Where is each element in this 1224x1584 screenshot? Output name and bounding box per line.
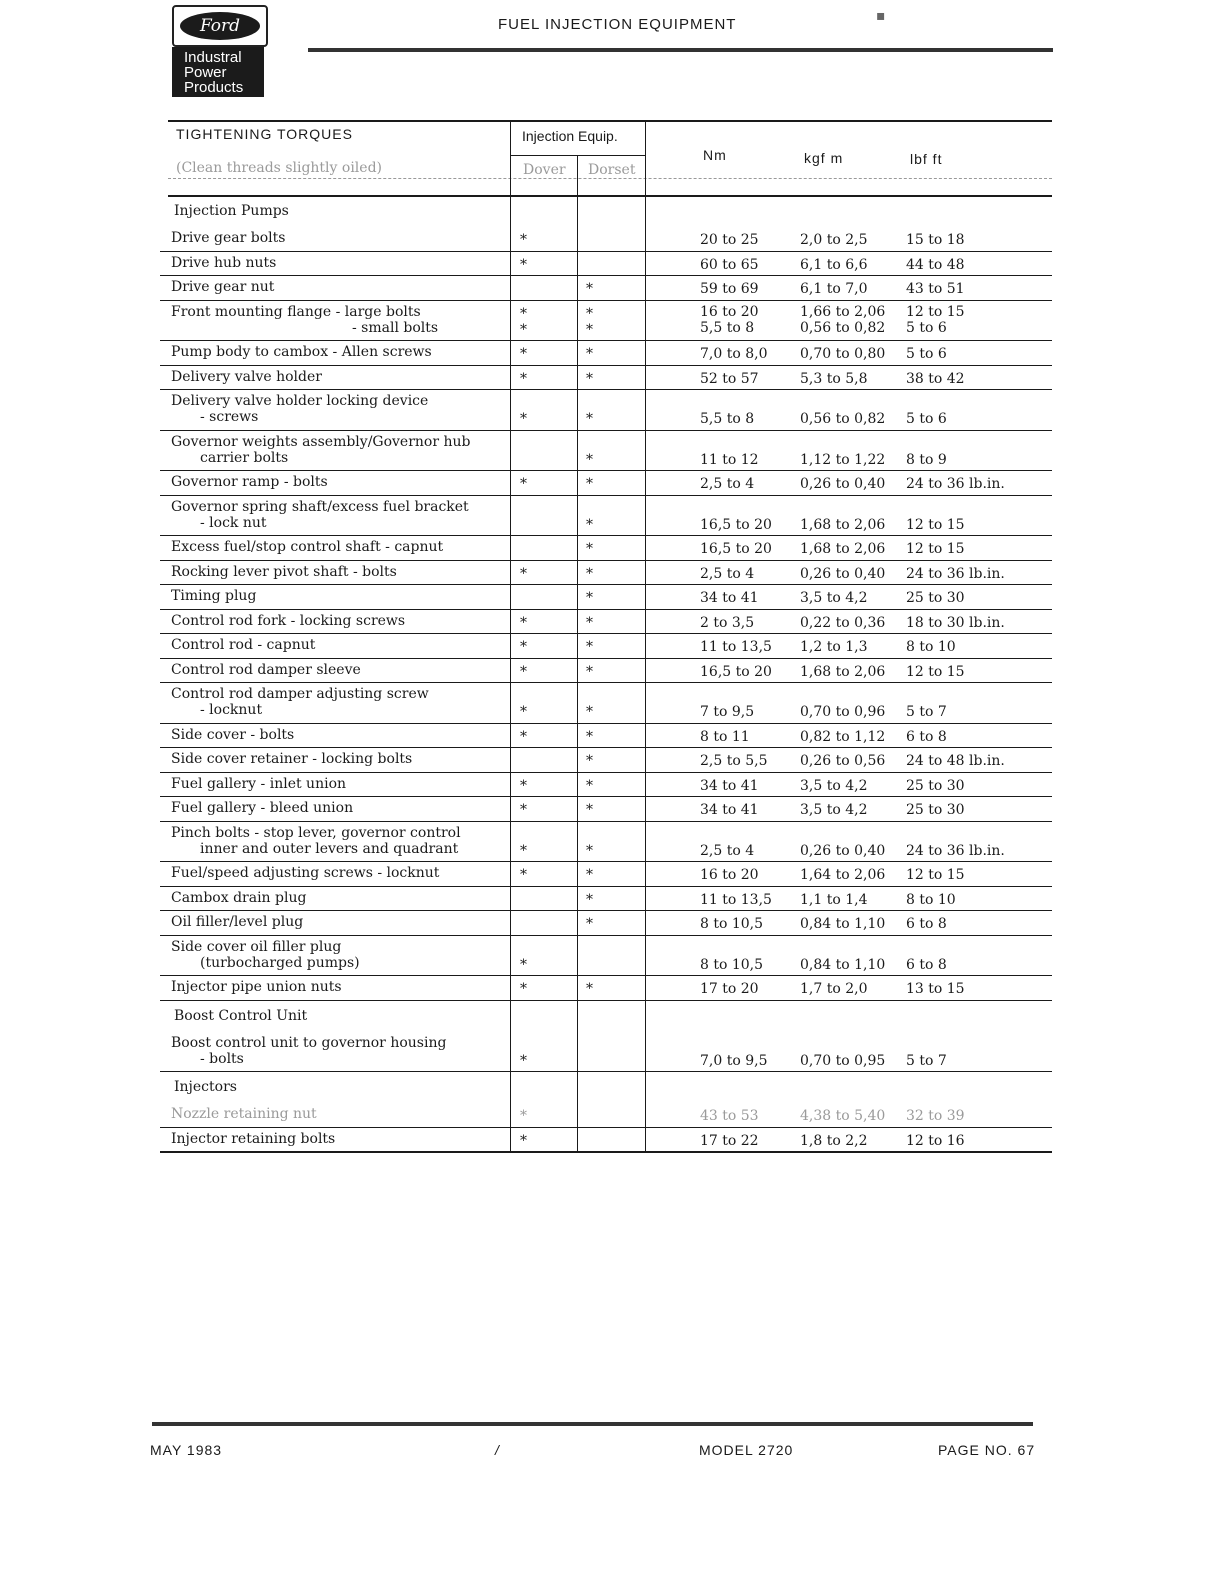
row-11-lbf: 12 to 15 <box>906 541 965 557</box>
row-31-lbf: 32 to 39 <box>906 1108 965 1124</box>
row-29-nm: 7,0 to 9,5 <box>700 1052 768 1069</box>
row-15-dorset-mark: * <box>586 639 593 655</box>
row-4-kgf-0: 1,66 to 2,06 <box>800 303 886 320</box>
row-4-dorset-0: * <box>586 305 593 322</box>
row-10-label: Governor spring shaft/excess fuel bracket <box>171 498 469 515</box>
row-5-rule <box>160 365 1052 366</box>
row-31-dover-mark: * <box>520 1108 527 1124</box>
row-10-lbf: 12 to 15 <box>906 516 965 533</box>
row-32-nm: 17 to 22 <box>700 1132 759 1149</box>
column-header-lbf: lbf ft <box>910 151 943 167</box>
row-17-lbf: 5 to 7 <box>906 704 947 720</box>
row-21-kgf: 3,5 to 4,2 <box>800 802 868 818</box>
row-7-nm: 5,5 to 8 <box>700 411 755 427</box>
row-27-nm: 17 to 20 <box>700 981 759 997</box>
row-23-dorset-mark: * <box>586 867 593 883</box>
row-15-lbf: 8 to 10 <box>906 639 956 655</box>
row-10-kgf: 1,68 to 2,06 <box>800 516 886 533</box>
row-8-label-2: carrier bolts <box>200 449 289 466</box>
header-bottom-rule <box>168 195 1052 197</box>
logo-line-1: Industral <box>184 49 242 66</box>
row-13-rule <box>160 609 1052 610</box>
row-8-dorset-mark: * <box>586 451 593 468</box>
document-title: FUEL INJECTION EQUIPMENT <box>498 16 737 33</box>
row-22-label: Pinch bolts - stop lever, governor control <box>171 824 461 841</box>
row-8-kgf: 1,12 to 1,22 <box>800 451 886 468</box>
row-16-rule <box>160 682 1052 683</box>
row-15-label: Control rod - capnut <box>171 637 316 653</box>
row-9-kgf: 0,26 to 0,40 <box>800 476 886 492</box>
row-24-lbf: 8 to 10 <box>906 891 956 908</box>
row-25-dorset-mark: * <box>586 916 593 932</box>
row-6-dover-mark: * <box>520 370 527 387</box>
row-26-label-2: (turbocharged pumps) <box>200 954 360 971</box>
row-5-dover-mark: * <box>520 346 527 362</box>
row-9-dorset-mark: * <box>586 476 593 492</box>
row-30-section-label: Injectors <box>174 1079 237 1095</box>
row-8-lbf: 8 to 9 <box>906 451 947 468</box>
row-24-nm: 11 to 13,5 <box>700 891 772 908</box>
row-26-lbf: 6 to 8 <box>906 956 947 973</box>
row-17-rule <box>160 723 1052 724</box>
row-12-rule <box>160 584 1052 585</box>
ford-logo <box>170 5 268 95</box>
row-5-lbf: 5 to 6 <box>906 346 947 362</box>
row-1-nm: 20 to 25 <box>700 232 759 248</box>
row-22-dorset-mark: * <box>586 842 593 859</box>
row-13-nm: 34 to 41 <box>700 590 759 606</box>
row-12-kgf: 0,26 to 0,40 <box>800 565 886 582</box>
row-1-dover-mark: * <box>520 232 527 248</box>
table-top-rule <box>168 120 1052 122</box>
row-16-lbf: 12 to 15 <box>906 663 965 680</box>
row-10-label-2: - lock nut <box>200 514 267 531</box>
ford-brand-text: Ford <box>180 12 260 40</box>
row-18-lbf: 6 to 8 <box>906 728 947 745</box>
row-25-kgf: 0,84 to 1,10 <box>800 916 886 932</box>
row-19-lbf: 24 to 48 lb.in. <box>906 753 1005 769</box>
row-26-nm: 8 to 10,5 <box>700 956 764 973</box>
row-15-dover-mark: * <box>520 639 527 655</box>
row-9-label: Governor ramp - bolts <box>171 474 328 490</box>
row-2-nm: 60 to 65 <box>700 256 759 273</box>
row-11-dorset-mark: * <box>586 541 593 557</box>
row-3-lbf: 43 to 51 <box>906 281 965 297</box>
row-29-rule <box>160 1071 1052 1072</box>
row-26-rule <box>160 975 1052 976</box>
row-13-label: Timing plug <box>171 588 257 604</box>
row-7-label-2: - screws <box>200 409 259 425</box>
row-32-dover-mark: * <box>520 1132 527 1149</box>
row-26-kgf: 0,84 to 1,10 <box>800 956 886 973</box>
row-32-label: Injector retaining bolts <box>171 1130 336 1147</box>
dorset-column-rule <box>577 155 578 1151</box>
row-29-dover-mark: * <box>520 1052 527 1069</box>
row-25-lbf: 6 to 8 <box>906 916 947 932</box>
row-5-dorset-mark: * <box>586 346 593 362</box>
row-29-label: Boost control unit to governor housing <box>171 1034 447 1051</box>
row-28-section-label: Boost Control Unit <box>174 1007 308 1024</box>
units-column-rule <box>645 120 646 1151</box>
row-7-rule <box>160 430 1052 431</box>
row-18-dorset-mark: * <box>586 728 593 745</box>
row-2-rule <box>160 275 1052 276</box>
row-17-dover-mark: * <box>520 704 527 720</box>
row-18-rule <box>160 747 1052 748</box>
row-23-kgf: 1,64 to 2,06 <box>800 867 886 883</box>
row-12-dover-mark: * <box>520 565 527 582</box>
row-1-rule <box>160 251 1052 252</box>
row-4-nm-0: 16 to 20 <box>700 303 759 320</box>
row-23-label: Fuel/speed adjusting screws - locknut <box>171 865 440 881</box>
footer-model: MODEL 2720 <box>699 1442 794 1458</box>
footer-date: MAY 1983 <box>150 1442 223 1458</box>
row-20-kgf: 3,5 to 4,2 <box>800 777 868 794</box>
row-7-lbf: 5 to 6 <box>906 411 947 427</box>
row-20-nm: 34 to 41 <box>700 777 759 794</box>
row-31-rule <box>160 1127 1052 1128</box>
table-bottom-rule <box>160 1151 1052 1153</box>
row-16-nm: 16,5 to 20 <box>700 663 772 680</box>
injection-equip-header: Injection Equip. <box>522 128 618 144</box>
row-17-label: Control rod damper adjusting screw <box>171 686 429 702</box>
row-17-label-2: - locknut <box>200 702 263 718</box>
row-15-kgf: 1,2 to 1,3 <box>800 639 868 655</box>
row-7-dover-mark: * <box>520 411 527 427</box>
row-3-label: Drive gear nut <box>171 279 275 295</box>
dover-column-rule <box>510 120 511 1151</box>
row-9-lbf: 24 to 36 lb.in. <box>906 476 1005 492</box>
row-25-nm: 8 to 10,5 <box>700 916 764 932</box>
row-21-nm: 34 to 41 <box>700 802 759 818</box>
column-header-nm: Nm <box>703 147 727 163</box>
table-heading: TIGHTENING TORQUES <box>176 126 353 142</box>
row-29-kgf: 0,70 to 0,95 <box>800 1052 886 1069</box>
footer-rule <box>152 1422 1033 1426</box>
row-19-nm: 2,5 to 5,5 <box>700 753 768 769</box>
row-6-lbf: 38 to 42 <box>906 370 965 387</box>
row-20-lbf: 25 to 30 <box>906 777 965 794</box>
row-5-label: Pump body to cambox - Allen screws <box>171 344 432 360</box>
row-10-rule <box>160 535 1052 536</box>
row-16-dorset-mark: * <box>586 663 593 680</box>
row-22-rule <box>160 861 1052 862</box>
row-8-label: Governor weights assembly/Governor hub <box>171 433 471 450</box>
row-27-dorset-mark: * <box>586 981 593 997</box>
row-31-label: Nozzle retaining nut <box>171 1106 317 1122</box>
row-21-rule <box>160 821 1052 822</box>
row-23-lbf: 12 to 15 <box>906 867 965 883</box>
row-19-rule <box>160 772 1052 773</box>
row-24-rule <box>160 910 1052 911</box>
row-2-dover-mark: * <box>520 256 527 273</box>
row-20-dover-mark: * <box>520 777 527 794</box>
row-22-lbf: 24 to 36 lb.in. <box>906 842 1005 859</box>
row-20-label: Fuel gallery - inlet union <box>171 775 347 792</box>
column-header-dorset: Dorset <box>588 162 636 178</box>
row-13-lbf: 25 to 30 <box>906 590 965 606</box>
row-24-kgf: 1,1 to 1,4 <box>800 891 868 908</box>
row-14-lbf: 18 to 30 lb.in. <box>906 614 1005 631</box>
row-8-rule <box>160 470 1052 471</box>
row-21-lbf: 25 to 30 <box>906 802 965 818</box>
row-19-kgf: 0,26 to 0,56 <box>800 753 886 769</box>
logo-line-3: Products <box>184 79 244 96</box>
row-3-rule <box>160 300 1052 301</box>
row-12-dorset-mark: * <box>586 565 593 582</box>
row-16-dover-mark: * <box>520 663 527 680</box>
row-12-nm: 2,5 to 4 <box>700 565 755 582</box>
row-16-label: Control rod damper sleeve <box>171 661 361 678</box>
row-9-rule <box>160 495 1052 496</box>
row-11-kgf: 1,68 to 2,06 <box>800 541 886 557</box>
row-17-nm: 7 to 9,5 <box>700 704 755 720</box>
row-22-kgf: 0,26 to 0,40 <box>800 842 886 859</box>
row-23-rule <box>160 886 1052 887</box>
row-6-label: Delivery valve holder <box>171 368 322 385</box>
row-23-nm: 16 to 20 <box>700 867 759 883</box>
row-12-label: Rocking lever pivot shaft - bolts <box>171 563 397 580</box>
row-21-label: Fuel gallery - bleed union <box>171 800 354 816</box>
row-17-kgf: 0,70 to 0,96 <box>800 704 886 720</box>
row-4-lbf-1: 5 to 6 <box>906 319 947 336</box>
row-20-rule <box>160 796 1052 797</box>
row-9-nm: 2,5 to 4 <box>700 476 755 492</box>
row-14-dover-mark: * <box>520 614 527 631</box>
row-31-nm: 43 to 53 <box>700 1108 759 1124</box>
row-9-dover-mark: * <box>520 476 527 492</box>
row-29-label-2: - bolts <box>200 1050 244 1067</box>
logo-division-block <box>172 47 264 97</box>
row-32-lbf: 12 to 16 <box>906 1132 965 1149</box>
row-7-kgf: 0,56 to 0,82 <box>800 411 886 427</box>
row-11-rule <box>160 560 1052 561</box>
scan-speck: ▪ <box>876 8 886 24</box>
row-5-nm: 7,0 to 8,0 <box>700 346 768 362</box>
row-10-dorset-mark: * <box>586 516 593 533</box>
row-26-dover-mark: * <box>520 956 527 973</box>
row-15-nm: 11 to 13,5 <box>700 639 772 655</box>
row-12-lbf: 24 to 36 lb.in. <box>906 565 1005 582</box>
row-4-dorset-1: * <box>586 321 593 338</box>
row-3-dorset-mark: * <box>586 281 593 297</box>
row-4-dover-1: * <box>520 321 527 338</box>
row-18-dover-mark: * <box>520 728 527 745</box>
row-8-nm: 11 to 12 <box>700 451 759 468</box>
row-2-label: Drive hub nuts <box>171 254 277 271</box>
row-16-kgf: 1,68 to 2,06 <box>800 663 886 680</box>
row-3-kgf: 6,1 to 7,0 <box>800 281 868 297</box>
row-1-label: Drive gear bolts <box>171 230 286 246</box>
row-24-dorset-mark: * <box>586 891 593 908</box>
row-14-label: Control rod fork - locking screws <box>171 612 406 629</box>
row-27-kgf: 1,7 to 2,0 <box>800 981 868 997</box>
row-27-lbf: 13 to 15 <box>906 981 965 997</box>
row-22-dover-mark: * <box>520 842 527 859</box>
footer-mark: / <box>495 1442 500 1458</box>
row-4-nm-1: 5,5 to 8 <box>700 319 755 336</box>
row-18-nm: 8 to 11 <box>700 728 750 745</box>
row-4-label: Front mounting flange - large bolts <box>171 303 421 320</box>
row-22-nm: 2,5 to 4 <box>700 842 755 859</box>
row-14-dorset-mark: * <box>586 614 593 631</box>
row-11-nm: 16,5 to 20 <box>700 541 772 557</box>
row-4-lbf-0: 12 to 15 <box>906 303 965 320</box>
column-header-kgf: kgf m <box>804 150 844 166</box>
row-22-label-2: inner and outer levers and quadrant <box>200 840 459 857</box>
row-13-kgf: 3,5 to 4,2 <box>800 590 868 606</box>
row-0-section-label: Injection Pumps <box>174 203 289 219</box>
row-21-dorset-mark: * <box>586 802 593 818</box>
row-27-label: Injector pipe union nuts <box>171 979 342 995</box>
row-10-nm: 16,5 to 20 <box>700 516 772 533</box>
row-5-kgf: 0,70 to 0,80 <box>800 346 886 362</box>
row-21-dover-mark: * <box>520 802 527 818</box>
row-4-label-2: - small bolts <box>352 319 439 336</box>
row-6-nm: 52 to 57 <box>700 370 759 387</box>
logo-line-2: Power <box>184 64 227 81</box>
row-4-dover-0: * <box>520 305 527 322</box>
header-rule <box>308 48 1053 52</box>
row-18-label: Side cover - bolts <box>171 726 295 743</box>
row-1-kgf: 2,0 to 2,5 <box>800 232 868 248</box>
row-29-lbf: 5 to 7 <box>906 1052 947 1069</box>
row-3-nm: 59 to 69 <box>700 281 759 297</box>
column-header-dover: Dover <box>523 162 566 178</box>
row-27-rule <box>160 1000 1052 1001</box>
row-4-rule <box>160 340 1052 341</box>
row-2-lbf: 44 to 48 <box>906 256 965 273</box>
row-1-lbf: 15 to 18 <box>906 232 965 248</box>
row-32-kgf: 1,8 to 2,2 <box>800 1132 868 1149</box>
row-19-label: Side cover retainer - locking bolts <box>171 751 413 767</box>
row-14-rule <box>160 633 1052 634</box>
row-11-label: Excess fuel/stop control shaft - capnut <box>171 539 444 555</box>
row-7-label: Delivery valve holder locking device <box>171 393 429 409</box>
footer-page-number: PAGE NO. 67 <box>938 1442 1036 1458</box>
row-2-kgf: 6,1 to 6,6 <box>800 256 868 273</box>
row-18-kgf: 0,82 to 1,12 <box>800 728 886 745</box>
row-6-rule <box>160 389 1052 390</box>
row-23-dover-mark: * <box>520 867 527 883</box>
row-19-dorset-mark: * <box>586 753 593 769</box>
row-15-rule <box>160 658 1052 659</box>
subheading-dashed-rule <box>168 178 1052 179</box>
row-26-label: Side cover oil filler plug <box>171 938 342 955</box>
row-17-dorset-mark: * <box>586 704 593 720</box>
row-25-label: Oil filler/level plug <box>171 914 304 930</box>
row-4-kgf-1: 0,56 to 0,82 <box>800 319 886 336</box>
row-25-rule <box>160 935 1052 936</box>
row-20-dorset-mark: * <box>586 777 593 794</box>
row-14-kgf: 0,22 to 0,36 <box>800 614 886 631</box>
row-13-dorset-mark: * <box>586 590 593 606</box>
row-6-dorset-mark: * <box>586 370 593 387</box>
row-24-label: Cambox drain plug <box>171 889 307 906</box>
ford-oval-icon <box>172 5 268 47</box>
row-6-kgf: 5,3 to 5,8 <box>800 370 868 387</box>
table-subheading: (Clean threads slightly oiled) <box>176 160 382 176</box>
row-31-kgf: 4,38 to 5,40 <box>800 1108 886 1124</box>
row-27-dover-mark: * <box>520 981 527 997</box>
row-7-dorset-mark: * <box>586 411 593 427</box>
row-14-nm: 2 to 3,5 <box>700 614 755 631</box>
